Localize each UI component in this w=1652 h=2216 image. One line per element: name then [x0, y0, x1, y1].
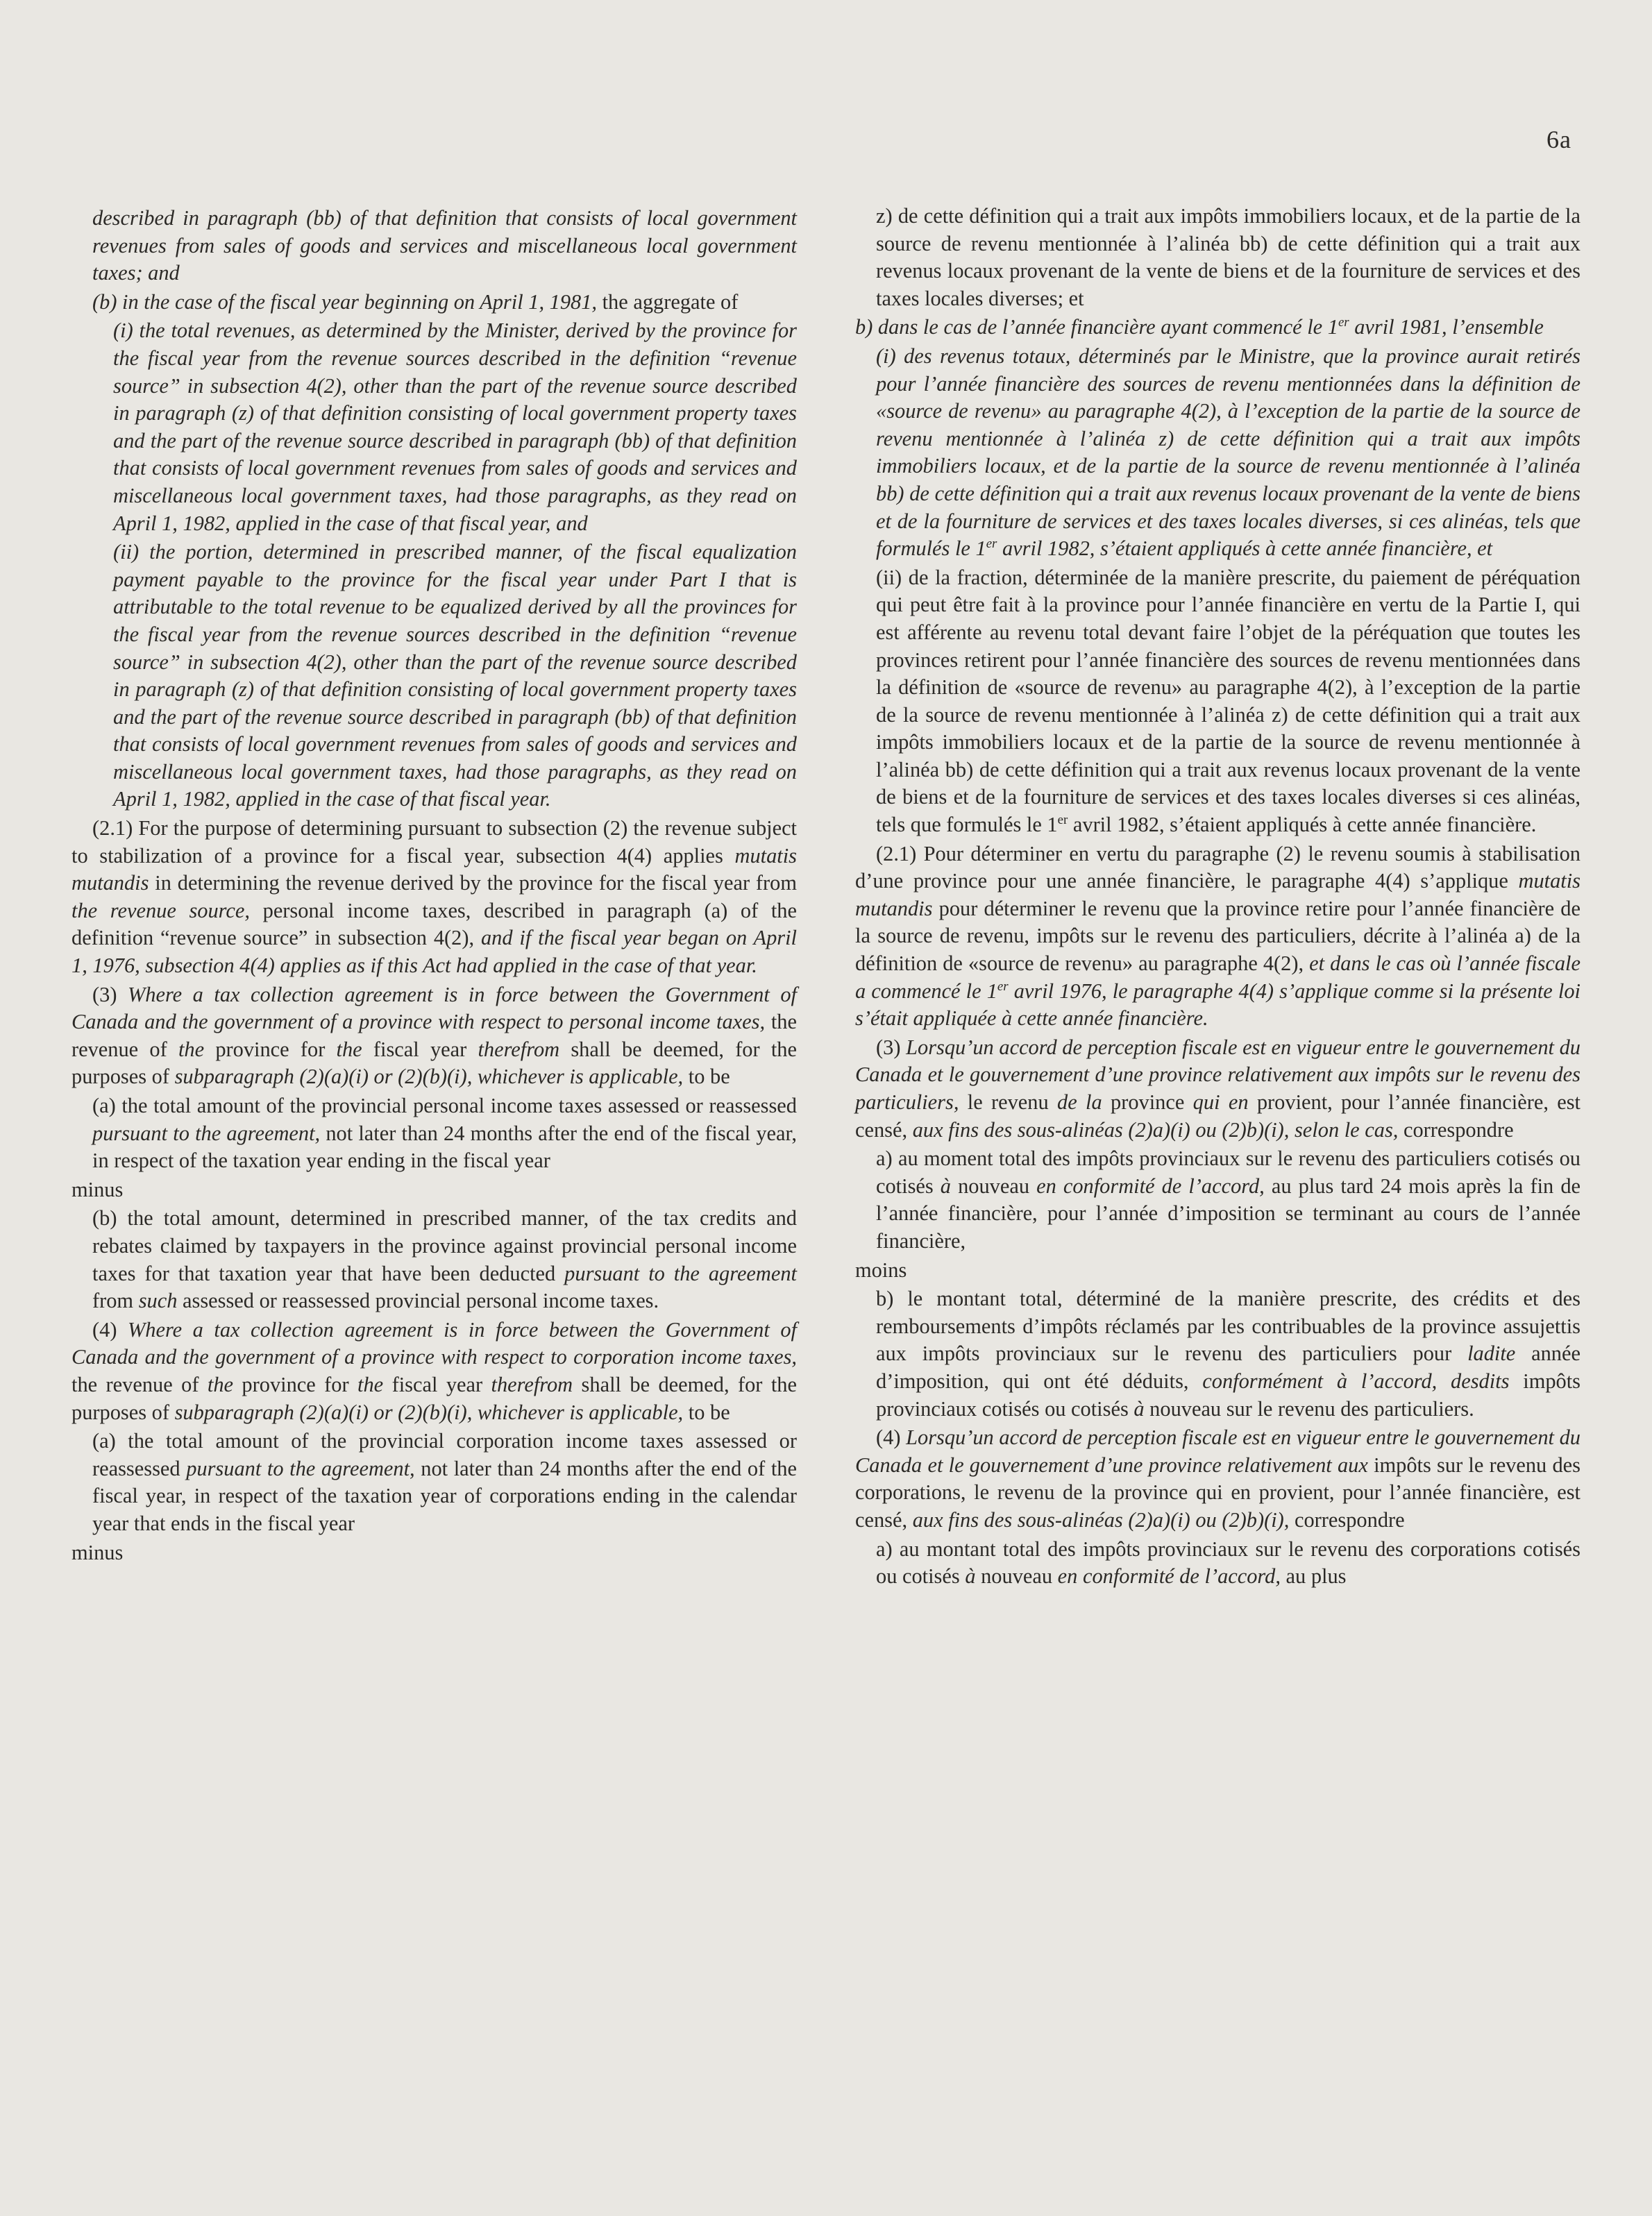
text-span: the	[207, 1372, 234, 1396]
text-span: personal income taxes, described in paragraph (a) of the definition “revenue source” in subsection 4(2),	[71, 898, 797, 950]
text-span: the	[336, 1037, 362, 1061]
text-span: Where a tax collection agreement is in force between the Government of Canada and the government of a province with respect to corporation income taxes,	[71, 1317, 797, 1369]
text-span: nouveau sur le revenu des particuliers.	[1144, 1396, 1474, 1421]
text-span: fiscal year	[383, 1372, 491, 1396]
text-span: b) le montant total, déterminé de la manière prescrite, des crédits et des remboursements d’impôts réclamés par les contribuables de la province assujettis aux impôts provinciaux sur le revenu des particuliers pour	[876, 1287, 1581, 1366]
text-span: le revenu	[959, 1090, 1058, 1114]
minus-label: moins	[855, 1258, 907, 1282]
text-span: b) dans le cas de l’année financière ayant commencé le 1	[855, 315, 1338, 339]
text-span: (ii) de la fraction, déterminée de la manière prescrite, du paiement de péréquation qui peut être fait à la province pour l’année financière en vertu de la Partie I, qui est afférente au revenu total devant faire l’objet de la péréquation que toutes les provinces retirent pour l’année financière des sources de revenu mentionnées dans la définition de «source de revenu» au paragraphe 4(2), à l’exception de la partie de la source de revenu mentionnée à l’alinéa z) de cette définition qui a trait aux impôts immobiliers locaux et de la partie de la source de revenu mentionnée à l’alinéa bb) de cette définition qui a trait aux revenus locaux provenant de la vente de biens et de la fourniture de services et des taxes locales diverses si ces alinéas, tels que formulés le 1	[876, 565, 1581, 837]
text-span: ladite	[1467, 1342, 1516, 1366]
text-span: the	[357, 1372, 384, 1396]
paragraph	[71, 1428, 797, 1537]
text-span: to be	[683, 1400, 730, 1424]
text-span: (3)	[92, 982, 128, 1006]
text-span: aux fins des sous-alinéas (2)a)(i) ou (2)b)(i),	[912, 1507, 1290, 1532]
text-span: correspondre	[1289, 1507, 1405, 1532]
text-span: avril 1982, s’étaient appliqués à cette année financière.	[1068, 813, 1537, 837]
text-span: to be	[683, 1065, 730, 1089]
text-span: provient, pour l’année financière, est censé,	[855, 1090, 1581, 1142]
text-span: pour déterminer le revenu que la province retire pour l’année financière de la source de revenu, impôts sur le revenu des particuliers, décrite à l’alinéa a) de la définition de «source de revenu» au paragraphe 4(2),	[855, 896, 1581, 976]
text-span: not later than 24 months after the end of the fiscal year, in respect of the taxation year of corporations ending in the calendar year that ends in the fiscal year	[92, 1456, 797, 1535]
text-span: the	[178, 1037, 205, 1061]
paragraph	[855, 1424, 1581, 1534]
text-span: mutatis mutandis	[855, 869, 1581, 920]
text-span: (b) in the case of the fiscal year beginning on April 1, 1981,	[92, 289, 598, 314]
paragraph: described in paragraph (bb) of that definition that consists of local government revenues from sales of goods and services and miscellaneous local government taxes; and	[92, 206, 797, 285]
paragraph	[71, 981, 797, 1091]
text-span: à	[965, 1564, 976, 1589]
paragraph	[71, 815, 797, 980]
text-span: conformément à l’accord, desdits	[1202, 1369, 1510, 1393]
text-span: shall be deemed, for the purposes of	[71, 1037, 797, 1089]
text-span: and if the fiscal year began on April 1, 1976, subsection 4(4) applies as if this Act had applied in the case of that year.	[71, 926, 797, 978]
text-span: (2.1) Pour déterminer en vertu du paragraphe (2) le revenu soumis à stabilisation d’une province pour une année financière, le paragraphe 4(4) s’applique	[855, 841, 1581, 893]
paragraph: (i) the total revenues, as determined by the Minister, derived by the province for the fiscal year from the revenue sources described in the definition “revenue source” in subsection 4(2), other than the part of the revenue source described in paragraph (z) of that definition consisting of local government property taxes and the part of the revenue source described in paragraph (bb) of that definition that consists of local government revenues from sales of goods and services and miscellaneous local government taxes, had those paragraphs, as they read on April 1, 1982, applied in the case of that fiscal year, and	[113, 319, 797, 535]
page-number: 6a	[1546, 126, 1571, 153]
text-span: assessed or reassessed provincial personal income taxes.	[177, 1289, 659, 1313]
text-span: a) au moment total des impôts provinciaux sur le revenu des particuliers cotisés ou cotisés	[876, 1147, 1581, 1198]
text-span: mutatis mutandis	[71, 843, 797, 895]
text-span: en conformité de l’accord,	[1057, 1564, 1281, 1589]
text-span: not later than 24 months after the end of the fiscal year, in respect of the taxation year ending in the fiscal year	[92, 1121, 797, 1173]
text-span: de la	[1057, 1090, 1102, 1114]
paragraph	[71, 1092, 797, 1175]
text-span: avril 1976, le paragraphe 4(4) s’applique comme si la présente loi s’était appliquée à cette année financière.	[855, 979, 1581, 1031]
text-span: avril 1981, l’ensemble	[1349, 315, 1544, 339]
text-span: in determining the revenue derived by the province for the fiscal year from	[149, 871, 797, 895]
text-span: er	[1057, 812, 1068, 827]
text-span: (4)	[876, 1426, 907, 1450]
text-span: the revenue of	[71, 1010, 797, 1061]
text-span: er	[986, 536, 997, 551]
text-span: correspondre	[1398, 1117, 1514, 1142]
text-span: therefrom	[491, 1372, 573, 1396]
text-span: (4)	[92, 1317, 128, 1342]
text-span: au plus tard 24 mois après la fin de l’année financière, pour l’année d’imposition se terminant au cours de l’année financière,	[876, 1174, 1581, 1253]
english-column	[71, 205, 797, 1568]
paragraph	[855, 314, 1581, 341]
text-span: er	[1338, 315, 1349, 330]
text-span: nouveau	[975, 1564, 1058, 1589]
text-span: (b) the total amount, determined in prescribed manner, of the tax credits and rebates claimed by taxpayers in the province against provincial personal income taxes for that taxation year that have been deducted	[92, 1206, 797, 1285]
text-span: et dans le cas où l’année fiscale a commencé le 1	[855, 951, 1581, 1003]
text-span: Where a tax collection agreement is in force between the Government of Canada and the government of a province with respect to personal income taxes,	[71, 982, 797, 1034]
text-span: avril 1982, s’étaient appliqués à cette année financière, et	[997, 536, 1493, 561]
text-span: such	[138, 1289, 178, 1313]
paragraph: z) de cette définition qui a trait aux impôts immobiliers locaux, et de la partie de la source de revenu mentionnée à l’alinéa bb) de cette définition qui a trait aux revenus locaux provenant de la vente de biens et de la fourniture de services et des taxes locales diverses; et	[876, 204, 1581, 310]
text-span: (a) the total amount of the provincial corporation income taxes assessed or reassessed	[92, 1429, 797, 1480]
text-span: subparagraph (2)(a)(i) or (2)(b)(i), whichever is applicable,	[174, 1065, 684, 1089]
text-span: pursuant to the agreement,	[186, 1456, 415, 1480]
text-span: à	[1133, 1396, 1145, 1421]
text-span: province for	[204, 1037, 337, 1061]
text-span: the revenue of	[71, 1372, 208, 1396]
text-span: fiscal year	[362, 1037, 478, 1061]
paragraph	[855, 564, 1581, 839]
paragraph	[855, 343, 1581, 563]
text-span: er	[997, 979, 1009, 994]
text-span: from	[92, 1289, 139, 1313]
text-span: the revenue source,	[71, 898, 250, 922]
text-span: therefrom	[478, 1037, 560, 1061]
french-column	[855, 203, 1581, 1592]
paragraph	[855, 1536, 1581, 1591]
paragraph	[855, 1145, 1581, 1255]
text-span: (a) the total amount of the provincial personal income taxes assessed or reassessed	[92, 1094, 797, 1117]
text-span: impôts sur le revenu des corporations, le revenu de la province qui en provient, pour l’année financière, est censé,	[855, 1453, 1581, 1532]
text-span: pursuant to the agreement,	[92, 1121, 321, 1145]
text-span: nouveau	[951, 1174, 1037, 1198]
paragraph	[71, 289, 797, 316]
text-span: a) au montant total des impôts provinciaux sur le revenu des corporations cotisés ou cotisés	[876, 1537, 1581, 1589]
text-span: province for	[233, 1372, 358, 1396]
text-span: pursuant to the agreement	[564, 1261, 797, 1285]
paragraph	[71, 1317, 797, 1426]
text-span: (3)	[876, 1035, 907, 1059]
minus-label: minus	[71, 1177, 124, 1201]
text-span: Lorsqu’un accord de perception fiscale est en vigueur entre le gouvernement du Canada et le gouvernement d’une province relativement aux	[855, 1426, 1581, 1477]
text-span: impôts provinciaux cotisés ou cotisés	[876, 1369, 1581, 1421]
paragraph	[855, 1285, 1581, 1423]
text-span: province	[1102, 1090, 1193, 1114]
text-span: shall be deemed, for the purposes of	[71, 1372, 797, 1424]
text-span: aux fins des sous-alinéas (2)a)(i) ou (2)b)(i), selon le cas,	[912, 1117, 1399, 1142]
text-span: en conformité de l’accord,	[1036, 1174, 1265, 1198]
text-span: qui en	[1192, 1090, 1249, 1114]
text-span: année d’imposition, qui ont été déduits,	[876, 1342, 1581, 1393]
text-span: (2.1) For the purpose of determining pursuant to subsection (2) the revenue subject to stabilization of a province for a fiscal year, subsection 4(4) applies	[71, 816, 797, 868]
paragraph	[71, 1205, 797, 1314]
minus-label: minus	[71, 1540, 124, 1564]
paragraph	[855, 1034, 1581, 1144]
text-span: à	[940, 1174, 951, 1198]
text-span: (i) des revenus totaux, déterminés par le Ministre, que la province aurait retirés pour l’année financière des sources de revenu mentionnées dans la définition de «source de revenu» au paragraphe 4(2), à l’exception de la partie de la source de revenu mentionnée à l’alinéa z) de cette définition qui a trait aux impôts immobiliers locaux, et de la partie de la source de revenu mentionnée à l’alinéa bb) de cette définition qui a trait aux revenus locaux provenant de la vente de biens et de la fourniture de services et des taxes locales diverses, si ces alinéas, tels que formulés le 1	[876, 344, 1581, 561]
text-span: au plus	[1280, 1564, 1347, 1589]
text-span: the aggregate of	[597, 289, 739, 314]
text-span: subparagraph (2)(a)(i) or (2)(b)(i), whichever is applicable,	[174, 1400, 684, 1424]
paragraph: (ii) the portion, determined in prescribed manner, of the fiscal equalization payment payable to the province for the fiscal year under Part I that is attributable to the total revenue to be equalized derived by all the provinces for the fiscal year from the revenue sources described in the definition “revenue source” in subsection 4(2), other than the part of the revenue source described in paragraph (z) of that definition consisting of local government property taxes and the part of the revenue source described in paragraph (bb) of that definition that consists of local government revenues from sales of goods and services and miscellaneous local government taxes, had those paragraphs, as they read on April 1, 1982, applied in the case of that fiscal year.	[113, 540, 797, 811]
text-span: Lorsqu’un accord de perception fiscale est en vigueur entre le gouvernement du Canada et le gouvernement d’une province relativement aux impôts sur le revenu des particuliers,	[855, 1035, 1581, 1114]
paragraph	[855, 840, 1581, 1033]
